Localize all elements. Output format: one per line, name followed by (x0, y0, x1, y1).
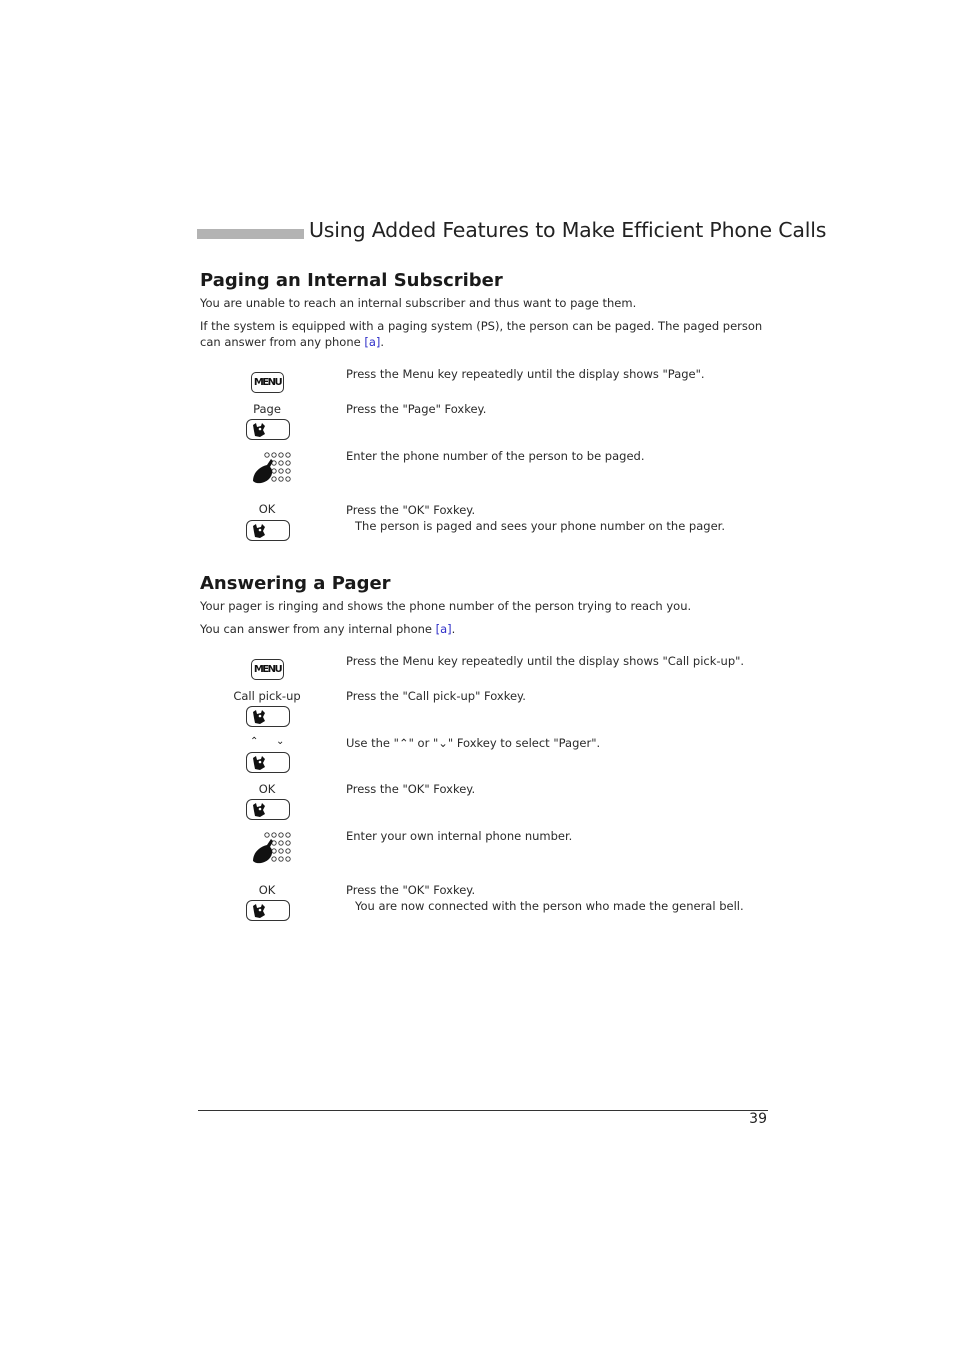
paragraph-text: You can answer from any internal phone (200, 622, 436, 636)
step-text: Press the "Page" Foxkey. (346, 402, 487, 416)
menu-key[interactable]: MENU (251, 372, 284, 393)
fox-icon (251, 709, 267, 725)
keypad-icon[interactable] (251, 831, 295, 865)
reference-link[interactable]: [a] (435, 622, 452, 636)
step-text: Press the "OK" Foxkey. (346, 782, 476, 796)
foxkey-label: Call pick-up (233, 689, 301, 703)
footer-divider (198, 1110, 768, 1111)
foxkey-label: OK (258, 502, 276, 516)
paragraph: You are unable to reach an internal subscriber and thus want to page them. (200, 296, 637, 310)
arrow-down-icon: ⌄ (276, 736, 285, 747)
step-text: Enter the phone number of the person to be paged. (346, 449, 645, 463)
keypad-icon[interactable] (251, 451, 295, 485)
step-text: Press the Menu key repeatedly until the display shows "Call pick-up". (346, 654, 745, 668)
section-heading-paging: Paging an Internal Subscriber (200, 270, 503, 291)
step-text: Use the "⌃" or "⌄" Foxkey to select "Pager". (346, 736, 601, 750)
step-text: Press the Menu key repeatedly until the display shows "Page". (346, 367, 705, 381)
step-result: You are now connected with the person who made the general bell. (355, 899, 744, 913)
foxkey-button[interactable] (246, 419, 290, 440)
foxkey-label: OK (258, 883, 276, 897)
foxkey-label: Page (253, 402, 281, 416)
scroll-foxkey-button[interactable] (246, 752, 290, 773)
step-result: The person is paged and sees your phone number on the pager. (355, 519, 725, 533)
paragraph: If the system is equipped with a paging system (PS), the person can be paged. The paged person can answer from any phone [a]. (200, 319, 763, 349)
paragraph: Your pager is ringing and shows the phone number of the person trying to reach you. (200, 599, 692, 613)
page-number: 39 (749, 1111, 767, 1127)
fox-icon (251, 422, 267, 438)
paragraph-text: If the system is equipped with a paging system (PS), the person can be paged. The paged person can answer from any phone (200, 319, 763, 349)
fox-icon (251, 903, 267, 919)
page-header-title: Using Added Features to Make Efficient Phone Calls (309, 218, 827, 242)
paragraph: You can answer from any internal phone [a]. (200, 622, 456, 636)
ok-foxkey-button[interactable] (246, 520, 290, 541)
ok-foxkey-button[interactable] (246, 799, 290, 820)
section-heading-answering: Answering a Pager (200, 573, 391, 594)
fox-icon (251, 523, 267, 539)
ok-foxkey-button[interactable] (246, 900, 290, 921)
step-text: Enter your own internal phone number. (346, 829, 573, 843)
step-text: Press the "Call pick-up" Foxkey. (346, 689, 526, 703)
header-bar (197, 229, 304, 239)
menu-key[interactable]: MENU (251, 659, 284, 680)
step-text: Press the "OK" Foxkey. You are now connected with the person who made the general bell. (346, 882, 756, 914)
fox-icon (251, 755, 267, 771)
reference-link[interactable]: [a] (364, 335, 381, 349)
arrow-up-icon: ⌃ (250, 736, 259, 747)
foxkey-label: OK (258, 782, 276, 796)
fox-icon (251, 802, 267, 818)
step-text: Press the "OK" Foxkey. The person is paged and sees your phone number on the pager. (346, 502, 756, 534)
call-pickup-foxkey-button[interactable] (246, 706, 290, 727)
